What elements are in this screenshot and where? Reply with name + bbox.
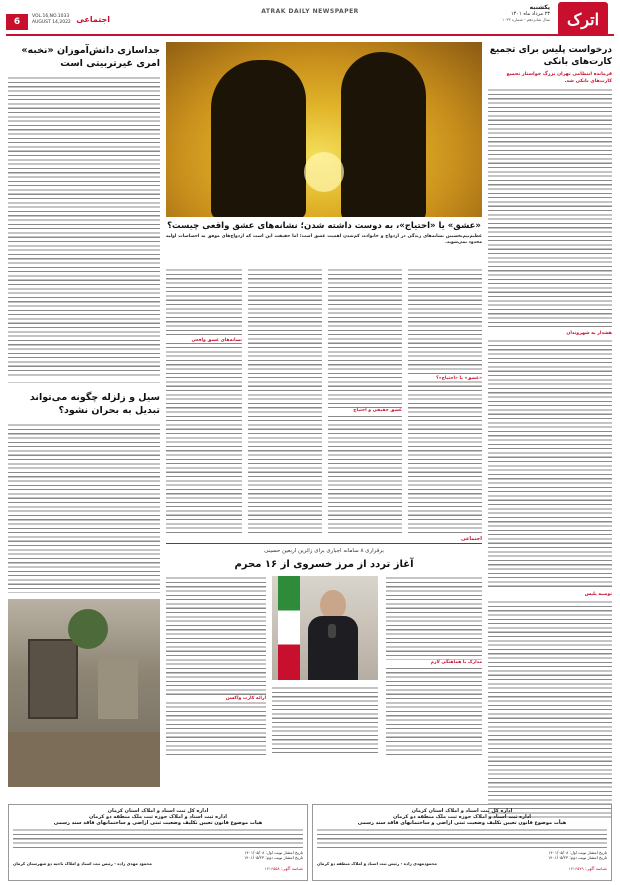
- ad-left-org: اداره کل ثبت اسناد و املاک استان کرمان: [107, 808, 209, 814]
- ad-left-date: تاریخ انتشار نوبت اول: ۱۴۰۱/۰۵/۰۸: [244, 850, 303, 855]
- ad-left-text: [13, 828, 303, 848]
- right-article-body-1: [488, 88, 612, 328]
- news-subhead-1: مدارک با هماهنگی لازم: [386, 660, 482, 665]
- microphone-icon: [328, 624, 336, 638]
- feature-bottom-rule: [166, 543, 482, 544]
- feature-body: [166, 268, 482, 533]
- right-article-lead: فرمانده انتظامی تهران بزرگ خواستار تجمیع کارت‌های بانکی شد.: [506, 72, 612, 84]
- news-kicker: برقراری ۸ سامانه اجباری برای زائرین اربعین حسینی: [264, 548, 384, 554]
- news-col-3: [166, 576, 266, 756]
- left-article-body-2: [8, 423, 160, 593]
- ad-right-line2: اداره ثبت اسناد و املاک حوزه ثبت ملک منطقه دو کرمان: [393, 814, 531, 820]
- right-column: [488, 42, 612, 798]
- page-number-box: 6: [6, 14, 28, 30]
- flood-water: [8, 732, 160, 787]
- left-article-body-1: [8, 76, 160, 376]
- issue-day: یکشنبه: [529, 4, 550, 11]
- silhouette-woman: [211, 60, 306, 217]
- issue-info: [470, 4, 550, 22]
- feature-title: «عشق» یا «احتیاج»، به دوست داشته شدن؛ نشانه‌های عشق واقعی چیست؟: [167, 221, 481, 231]
- news-body: [166, 576, 482, 798]
- section-label: اجتماعی: [76, 15, 110, 24]
- building-wall: [28, 639, 78, 719]
- masthead: [0, 0, 620, 40]
- masthead-rule: [6, 34, 614, 36]
- ad-box-right: [312, 804, 612, 881]
- issue-date: ۲۳ مرداد ماه ۱۴۰۱: [511, 11, 550, 17]
- tree: [68, 609, 108, 649]
- right-article-title: درخواست پلیس برای تجمیع کارت‌های بانکی: [489, 45, 612, 67]
- ad-left-code: شناسه آگهی: ۱۴۱۶۵۵۸: [264, 866, 303, 871]
- ad-right-org: اداره کل ثبت اسناد و املاک استان کرمان: [411, 808, 513, 814]
- ad-right-date2: تاریخ انتشار نوبت دوم: ۱۴۰۱/۰۵/۲۳: [548, 855, 607, 860]
- right-subhead-1: هشدار به شهروندان: [566, 331, 612, 336]
- feature-subhead-3: نشانه‌های عشق واقعی: [166, 338, 242, 343]
- news-subhead-2: ارائه کارت واکسن: [166, 696, 266, 701]
- ad-right-line3: هیأت موضوع قانون تعیین تکلیف وضعیت ثبتی اراضی و ساختمانهای فاقد سند رسمی: [357, 820, 567, 826]
- news-col-2b: [272, 686, 378, 756]
- news-col-1: [386, 576, 482, 756]
- english-masthead: ATRAK DAILY NEWSPAPER: [261, 8, 359, 15]
- silhouette-man: [341, 52, 426, 217]
- flood-photo: [8, 599, 160, 787]
- brand-name: اترک: [566, 9, 600, 29]
- left-article-title-1: جداسازی دانش‌آموزان «نخبه» امری غیرتربیتی است: [21, 45, 160, 69]
- brand-logo: [558, 2, 608, 36]
- ad-left-sign: محمود مهدی زاده - رئیس ثبت اسناد و املاک ناحیه دو شهرستان کرمان: [13, 861, 152, 866]
- sun-glow: [304, 152, 344, 192]
- feature-section-tag: اجتماعی: [460, 536, 482, 542]
- feature-subhead-2: عشق حقیقی و احتیاج: [328, 408, 402, 413]
- ad-left-line2: اداره ثبت اسناد و املاک حوزه ثبت ملک منطقه دو کرمان: [89, 814, 227, 820]
- feature-photo: [166, 42, 482, 217]
- ad-right-sign: محمودمهدی زاده - رئیس ثبت اسناد و املاک منطقه دو کرمان: [317, 861, 437, 866]
- ad-left-line3: هیات موضوع قانون تعیین تکلیف وضعیت ثبتی اراضی و ساختمانهای فاقد سند رسمی: [53, 820, 263, 826]
- flag-icon: [278, 576, 300, 680]
- vol-number: VOL.16,NO.1033: [32, 14, 70, 19]
- feature-col-4: [166, 268, 242, 533]
- feature-lead: عظیم‌نیم‌نخستین نشانه‌های زندگی در ازدواج و خانواده، کم‌شدن اهمیت عشق است؛ اما حقیقت این است که ازدواج‌های موفق به احساسات اولیه محدود نمی‌شوند.: [166, 234, 482, 246]
- building-wall-2: [98, 659, 138, 719]
- ad-left-date2: تاریخ انتشار نوبت دوم: ۱۴۰۱/۰۵/۲۳: [244, 855, 303, 860]
- feature-col-2: [328, 268, 402, 533]
- left-divider: [8, 382, 160, 383]
- ad-right-code: شناسه آگهی: ۱۴۱۶۵۷۹: [568, 866, 607, 871]
- left-column: [8, 42, 160, 798]
- ad-box-left: [8, 804, 308, 881]
- ad-right-text: [317, 828, 607, 848]
- feature-col-3: [248, 268, 322, 533]
- news-photo: [272, 576, 378, 680]
- right-article-body-2: [488, 339, 612, 589]
- vol-date-en: AUGUST 14,2022: [32, 20, 71, 25]
- left-article-title-2: سیل و زلزله چگونه می‌تواند تبدیل به بحران نشود؟: [29, 392, 160, 416]
- right-subhead-2: توصیه پلیس: [584, 592, 612, 597]
- feature-col-1: [408, 268, 482, 533]
- vol-info: [32, 14, 71, 26]
- feature-subhead-1: «عشق» یا «احتیاج»؟: [408, 376, 482, 381]
- issue-volume-fa: سال شانزدهم - شماره ۱۰۳۳: [502, 17, 550, 22]
- ad-right-date: تاریخ انتشار نوبت اول: ۱۴۰۱/۰۵/۰۸: [548, 850, 607, 855]
- news-title: آغاز تردد از مرز خسروی از ۱۶ محرم: [234, 559, 414, 570]
- right-article-body-3: [488, 600, 612, 820]
